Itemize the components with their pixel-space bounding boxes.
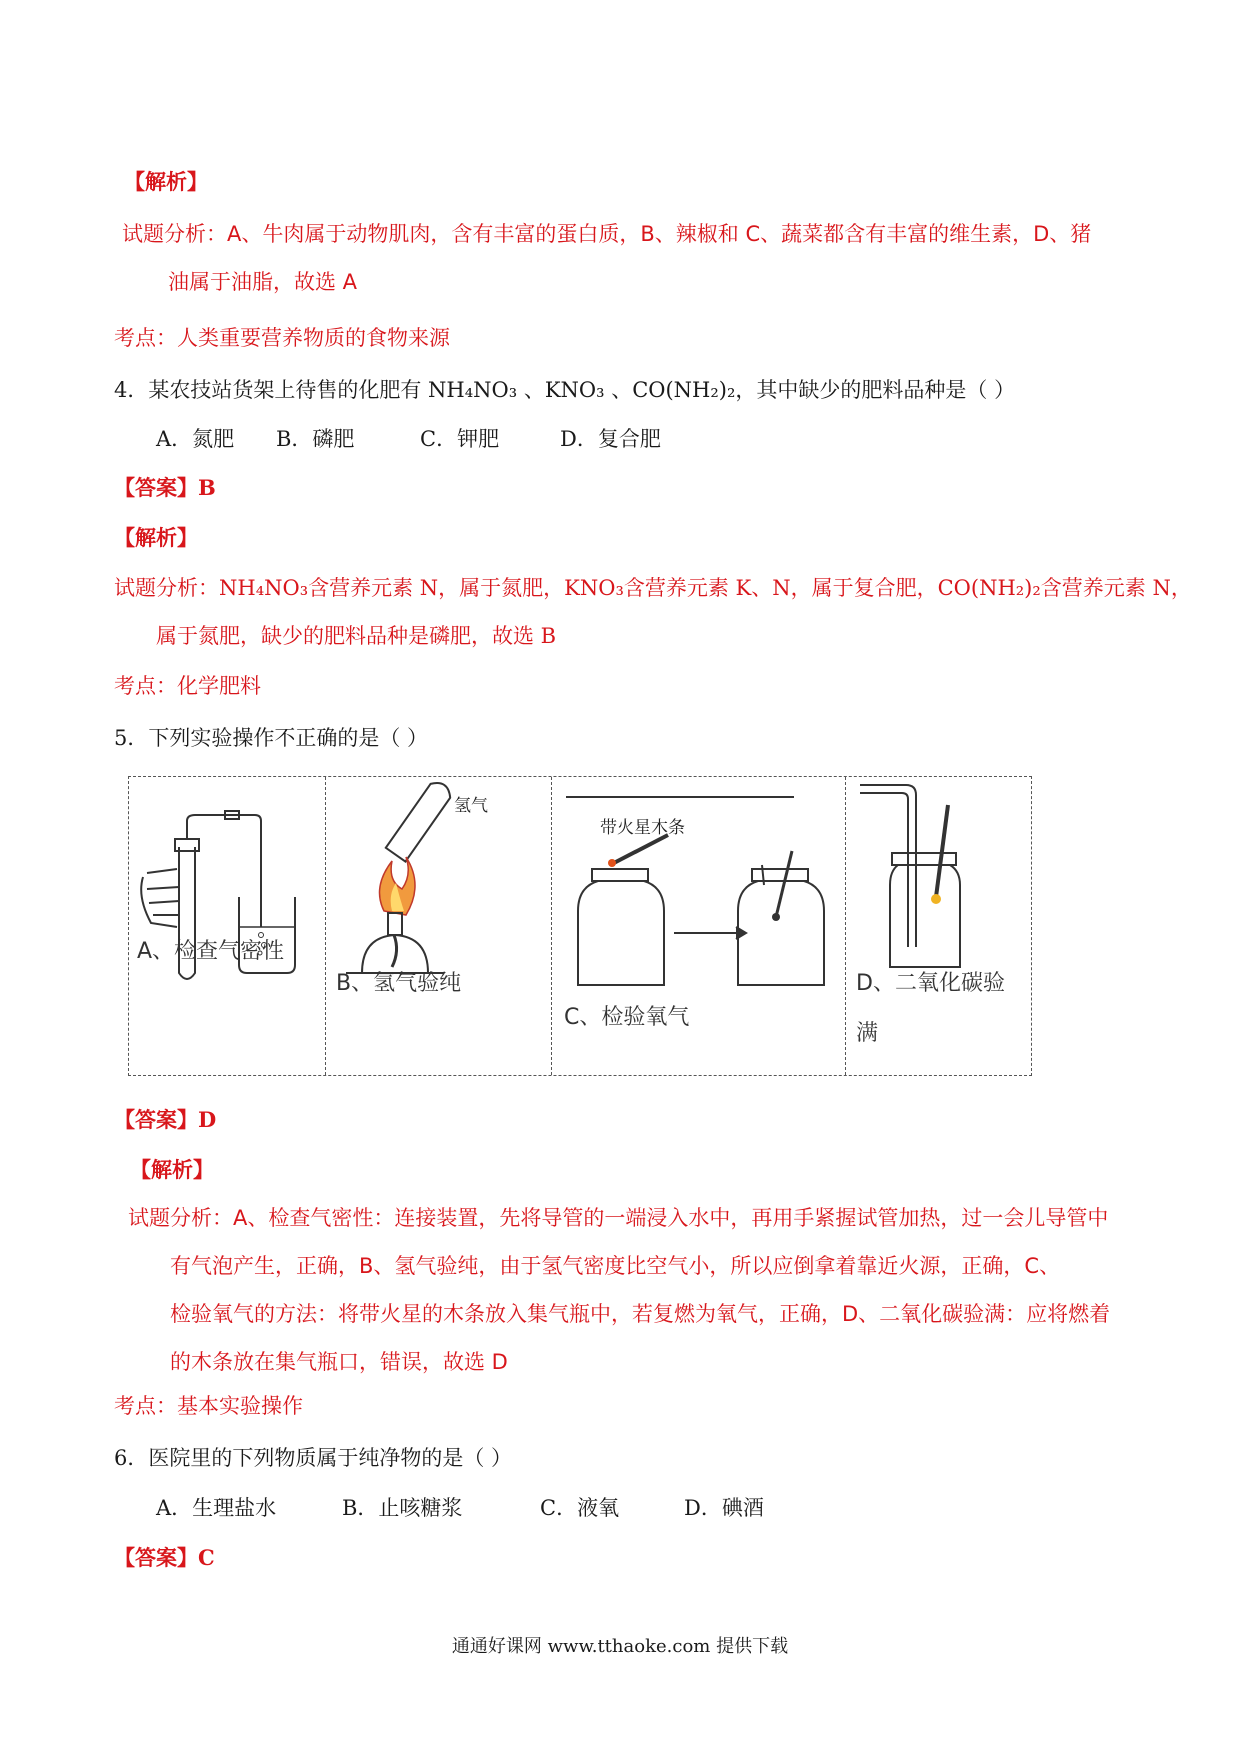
q5-analysis-line4: 的木条放在集气瓶口，错误，故选 D: [170, 1350, 508, 1374]
q3-jiexi-label: 【解析】: [124, 169, 208, 194]
caption-a: A、检查气密性: [137, 939, 285, 964]
q3-analysis-line1: 试题分析：A、牛肉属于动物肌肉，含有丰富的蛋白质，B、辣椒和 C、蔬菜都含有丰富的维生素，D、猪: [122, 222, 1092, 246]
experiment-figure: [128, 776, 1032, 1076]
q5-question: 5．下列实验操作不正确的是（ ）: [114, 726, 429, 750]
page-footer: 通通好课网 www.tthaoke.com 提供下载: [451, 1636, 789, 1657]
figure-cell-c: [551, 777, 845, 1075]
figure-cell-a: [129, 777, 325, 1075]
q4-jiexi-label: 【解析】: [114, 525, 198, 550]
q5-jiexi-label: 【解析】: [130, 1157, 214, 1182]
q4-analysis-line2: 属于氮肥，缺少的肥料品种是磷肥，故选 B: [156, 624, 557, 648]
q4-option-c: C．钾肥: [420, 427, 500, 451]
figure-cell-b: [325, 777, 551, 1075]
q5-analysis-line2: 有气泡产生，正确，B、氢气验纯，由于氢气密度比空气小，所以应倒拿着靠近火源，正确，C、: [170, 1254, 1061, 1278]
q6-question: 6．医院里的下列物质属于纯净物的是（ ）: [114, 1446, 513, 1470]
label-splint: 带火星木条: [600, 818, 685, 838]
q4-option-d: D．复合肥: [560, 427, 661, 451]
hydrogen-purity-diagram: [326, 777, 552, 1077]
caption-d-line2: 满: [856, 1021, 879, 1046]
caption-d-line1: D、二氧化碳验: [856, 971, 1005, 996]
q6-option-c: C．液氧: [540, 1496, 620, 1520]
q4-question: 4．某农技站货架上待售的化肥有 NH₄NO₃ 、KNO₃ 、CO(NH₂)₂，其中缺少的肥料品种是（ ）: [114, 378, 1016, 402]
q3-analysis-line2: 油属于油脂，故选 A: [168, 270, 358, 294]
q6-option-d: D．碘酒: [684, 1496, 764, 1520]
caption-b: B、氢气验纯: [336, 971, 462, 996]
q4-answer: 【答案】B: [114, 475, 216, 500]
q4-option-b: B．磷肥: [276, 427, 355, 451]
q5-kaodian: 考点：基本实验操作: [114, 1394, 303, 1418]
q4-option-a: A．氮肥: [156, 427, 235, 451]
q6-answer: 【答案】C: [114, 1545, 215, 1570]
q6-option-a: A．生理盐水: [156, 1496, 277, 1520]
q5-analysis-line1: 试题分析：A、检查气密性：连接装置，先将导管的一端浸入水中，再用手紧握试管加热，过一会儿导管中: [128, 1206, 1109, 1230]
label-hydrogen: 氢气: [454, 796, 488, 816]
q5-analysis-line3: 检验氧气的方法：将带火星的木条放入集气瓶中，若复燃为氧气，正确，D、二氧化碳验满：应将燃着: [170, 1302, 1111, 1326]
q5-answer: 【答案】D: [114, 1107, 217, 1132]
figure-cell-d: [845, 777, 1033, 1075]
q6-option-b: B．止咳糖浆: [342, 1496, 463, 1520]
airtightness-diagram: [129, 777, 325, 1077]
q3-kaodian: 考点：人类重要营养物质的食物来源: [114, 326, 450, 350]
q4-kaodian: 考点：化学肥料: [114, 674, 261, 698]
q4-analysis-line1: 试题分析：NH₄NO₃含营养元素 N，属于氮肥，KNO₃含营养元素 K、N，属于复合肥，CO(NH₂)₂含营养元素 N，: [114, 576, 1192, 600]
caption-c: C、检验氧气: [564, 1005, 690, 1030]
